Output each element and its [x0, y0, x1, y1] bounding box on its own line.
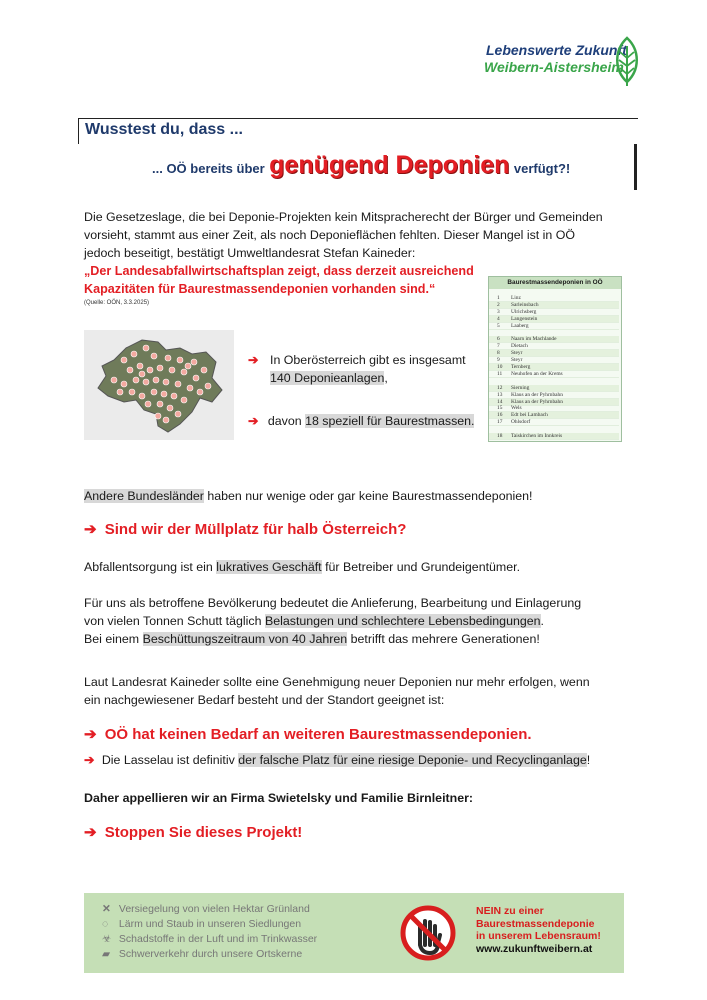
footer-message [476, 905, 601, 956]
table-row [489, 371, 619, 378]
map-image [84, 330, 234, 440]
table-cell-no: 6 [497, 336, 500, 343]
title-box [78, 118, 638, 190]
deponie-dot [111, 377, 117, 383]
fact-1 [248, 351, 478, 387]
quote-line2: Kapazitäten für Baurestmassendeponien vorhanden sind.“ [84, 282, 436, 296]
table-cell-name: Edt bei Lambach [511, 412, 548, 419]
table-cell-no: 3 [497, 308, 500, 315]
arrow-icon: ➔ [248, 353, 259, 367]
deponie-dot [151, 353, 157, 359]
business-highlight: lukratives Geschäft [216, 560, 322, 574]
leaf-icon [612, 36, 642, 88]
table-cell-name: Klaus an der Pyhrnbahn [511, 391, 563, 398]
title-box-left-border [78, 118, 79, 144]
kaineder-paragraph [84, 673, 644, 709]
intro-line1: Die Gesetzeslage, die bei Deponie-Projekten kein Mitspracherecht der Bürger und Gemeinden [84, 210, 603, 224]
burden-line2: von vielen Tonnen Schutt täglich Belastungen und schlechtere Lebensbedingungen. [84, 614, 544, 628]
burden-highlight-2: Beschüttungszeitraum von 40 Jahren [142, 632, 348, 646]
table-cell-no: 4 [497, 315, 500, 322]
table-cell-no: 13 [497, 391, 503, 398]
heading-stop [84, 823, 302, 841]
deponie-dot [153, 377, 159, 383]
table-row [489, 433, 619, 440]
title-box-top-border [78, 118, 638, 119]
deponie-dot [201, 367, 207, 373]
title-prefix: ... OÖ bereits über [152, 161, 265, 176]
footer-item: ▰ Schwerverkehr durch unsere Ortskerne [102, 948, 303, 960]
logo [486, 38, 646, 98]
burden-highlight-1: Belastungen und schlechtere Lebensbedingungen [264, 614, 541, 628]
logo-line1: Lebenswerte Zukunft [486, 42, 627, 58]
kaineder-line1: Laut Landesrat Kaineder sollte eine Genehmigung neuer Deponien nur mehr erfolgen, wenn [84, 675, 590, 689]
lasselau-highlight: der falsche Platz für eine riesige Deponie- und Recyclinganlage [238, 753, 587, 767]
arrow-icon: ➔ [84, 753, 95, 767]
table-cell-no: 5 [497, 322, 500, 329]
footer-item: ☣ Schadstoffe in der Luft und im Trinkwasser [102, 933, 318, 945]
table-cell-name: Sierning [511, 384, 530, 391]
kaineder-line2: ein nachgewiesener Bedarf besteht und der Standort geeignet ist: [84, 693, 445, 707]
title-emphasis: genügend Deponien [269, 151, 510, 179]
title-question: Wusstest du, dass ... [85, 121, 243, 138]
table-cell-name: Laaberg [511, 322, 529, 329]
hazard-icon: ☣ [102, 933, 112, 945]
fact1-highlight: 140 Deponieanlagen [270, 371, 385, 385]
table-row [489, 323, 619, 330]
business-suffix: für Betreiber und Grundeigentümer. [325, 560, 521, 574]
table-cell-no: 11 [497, 370, 503, 377]
burden-paragraph [84, 594, 644, 648]
deponie-dot [191, 359, 197, 365]
ear-icon: ◌ [102, 918, 109, 930]
table-cell-name: Sarleinsbach [511, 301, 539, 308]
fact-2 [248, 412, 488, 430]
table-cell-name: Neuhofen an der Krems [511, 370, 563, 377]
table-cell-no: 7 [497, 343, 500, 350]
deponie-dot [177, 357, 183, 363]
table-cell-no: 18 [497, 433, 503, 439]
deponie-dot [147, 367, 153, 373]
deponie-dot [143, 345, 149, 351]
table-cell-no: 2 [497, 301, 500, 308]
table-cell-name: Dietach [511, 343, 528, 350]
table-cell-name: Naarn im Machlande [511, 336, 557, 343]
others-line [84, 487, 532, 505]
deponie-dot [171, 393, 177, 399]
fact2-highlight: 18 speziell für Baurestmassen. [305, 414, 475, 428]
footer-banner [84, 893, 624, 973]
table-cell-name: Ohlsdorf [511, 419, 531, 426]
table-cell-no: 10 [497, 364, 503, 370]
deponie-dot [121, 357, 127, 363]
title-box-right-border [634, 144, 637, 190]
footer-list [102, 903, 317, 963]
deponie-dot [129, 389, 135, 395]
deponie-dot [137, 363, 143, 369]
table-cell-no: 16 [497, 412, 503, 419]
deponie-dot [131, 351, 137, 357]
no-hand-icon [400, 905, 456, 961]
fact1-line1: In Oberösterreich gibt es insgesamt [270, 353, 466, 367]
deponie-dot [151, 389, 157, 395]
footer-item: ◌ Lärm und Staub in unseren Siedlungen [102, 918, 302, 930]
footer-red-1: NEIN zu einer [476, 905, 544, 917]
table-cell-name: Klaus an der Pyhrnbahn [511, 398, 563, 405]
lasselau-line [84, 751, 590, 769]
deponie-dot [127, 367, 133, 373]
deponie-dot [163, 417, 169, 423]
others-rest: haben nur wenige oder gar keine Baurestmassendeponien! [207, 489, 533, 503]
business-prefix: Abfallentsorgung ist ein [84, 560, 213, 574]
deponie-dot [157, 401, 163, 407]
deponie-dot [155, 413, 161, 419]
fact2-prefix: davon [267, 414, 302, 428]
deponie-dot [187, 385, 193, 391]
table-title: Baurestmassendeponien in OÖ [489, 277, 621, 289]
heading-muellplatz [84, 520, 406, 538]
deponien-table [488, 276, 622, 442]
arrow-icon: ➔ [84, 726, 97, 743]
fact1-line2: 140 Deponieanlagen, [270, 371, 388, 385]
table-cell-no: 1 [497, 295, 500, 301]
title-line2 [152, 151, 570, 180]
intro-line2: vorsieht, stammt aus einer Zeit, als noch Deponieflächen fehlten. Dieser Mangel ist in OÖ [84, 228, 576, 242]
deponie-dot [161, 391, 167, 397]
table-cell-name: Steyr [511, 357, 523, 364]
heading-stop-text: Stoppen Sie dieses Projekt! [104, 824, 303, 841]
deponie-dot [139, 393, 145, 399]
quote-source: (Quelle: OÖN, 3.3.2025) [84, 300, 150, 306]
deponie-dot [145, 401, 151, 407]
table-cell-no: 12 [497, 384, 503, 391]
intro-paragraph [84, 208, 644, 262]
title-suffix: verfügt?! [513, 161, 571, 176]
footer-red-2: Baurestmassendeponie [476, 917, 595, 930]
deponie-dot [193, 375, 199, 381]
lasselau-suffix: ! [586, 753, 591, 767]
deponie-dot [143, 379, 149, 385]
deponie-dot [185, 363, 191, 369]
heading-no-need-text: OÖ hat keinen Bedarf an weiteren Baurestmassendeponien. [104, 726, 532, 743]
deponie-dot [181, 369, 187, 375]
deponie-dot [165, 355, 171, 361]
heading-no-need [84, 725, 532, 743]
burden-line3: Bei einem Beschüttungszeitraum von 40 Jahren betrifft das mehrere Generationen! [84, 632, 540, 646]
quote [84, 262, 474, 298]
deponie-dot [175, 411, 181, 417]
table-cell-no: 8 [497, 350, 500, 357]
footer-item: ✕ Versiegelung von vielen Hektar Grünland [102, 903, 310, 915]
deponie-dot [169, 367, 175, 373]
table-cell-name: Steyr [511, 350, 523, 357]
deponie-dot [175, 381, 181, 387]
appeal-line: Daher appellieren wir an Firma Swietelsky und Familie Birnleitner: [84, 791, 474, 805]
intro-line3: jedoch beseitigt, bestätigt Umweltlandesrat Stefan Kaineder: [84, 246, 416, 260]
table-cell-name: Wels [511, 405, 522, 412]
quote-line1: „Der Landesabfallwirtschaftsplan zeigt, dass derzeit ausreichend [84, 264, 474, 278]
footer-url[interactable]: www.zukunftweibern.at [476, 942, 593, 955]
deponie-dot [181, 397, 187, 403]
deponie-dot [197, 389, 203, 395]
arrow-icon: ➔ [248, 414, 259, 428]
lasselau-prefix: Die Lasselau ist definitiv [101, 753, 235, 767]
heading-muellplatz-text: Sind wir der Müllplatz für halb Österreich? [104, 521, 407, 538]
x-icon: ✕ [102, 903, 111, 915]
deponie-dot [157, 365, 163, 371]
truck-icon: ▰ [102, 948, 111, 960]
footer-red-3: in unserem Lebensraum! [476, 930, 601, 942]
deponie-dot [167, 405, 173, 411]
table-row [489, 419, 619, 426]
table-cell-name: Ulrichsberg [511, 308, 537, 315]
table-cell-no: 14 [497, 398, 503, 405]
deponie-dot [117, 389, 123, 395]
table-cell-no: 15 [497, 405, 503, 412]
arrow-icon: ➔ [84, 521, 97, 538]
upper-austria-map [84, 330, 234, 440]
deponie-dot [133, 377, 139, 383]
table-cell-no: 17 [497, 419, 503, 426]
logo-line2: Weibern-Aistersheim [484, 59, 624, 75]
table-cell-name: Langenstein [511, 315, 538, 322]
deponie-dot [205, 383, 211, 389]
others-highlight: Andere Bundesländer [84, 489, 204, 503]
table-cell-no: 9 [497, 357, 500, 364]
table-cell-name: Taiskirchen im Innkreis [511, 433, 563, 439]
table-cell-name: Linz [511, 295, 521, 301]
deponie-dot [121, 381, 127, 387]
business-line [84, 558, 520, 576]
burden-line1: Für uns als betroffene Bevölkerung bedeutet die Anlieferung, Bearbeitung und Einlagerung [84, 596, 582, 610]
arrow-icon: ➔ [84, 824, 97, 841]
table-cell-name: Ternberg [511, 364, 531, 370]
deponie-dot [139, 371, 145, 377]
deponie-dot [163, 379, 169, 385]
